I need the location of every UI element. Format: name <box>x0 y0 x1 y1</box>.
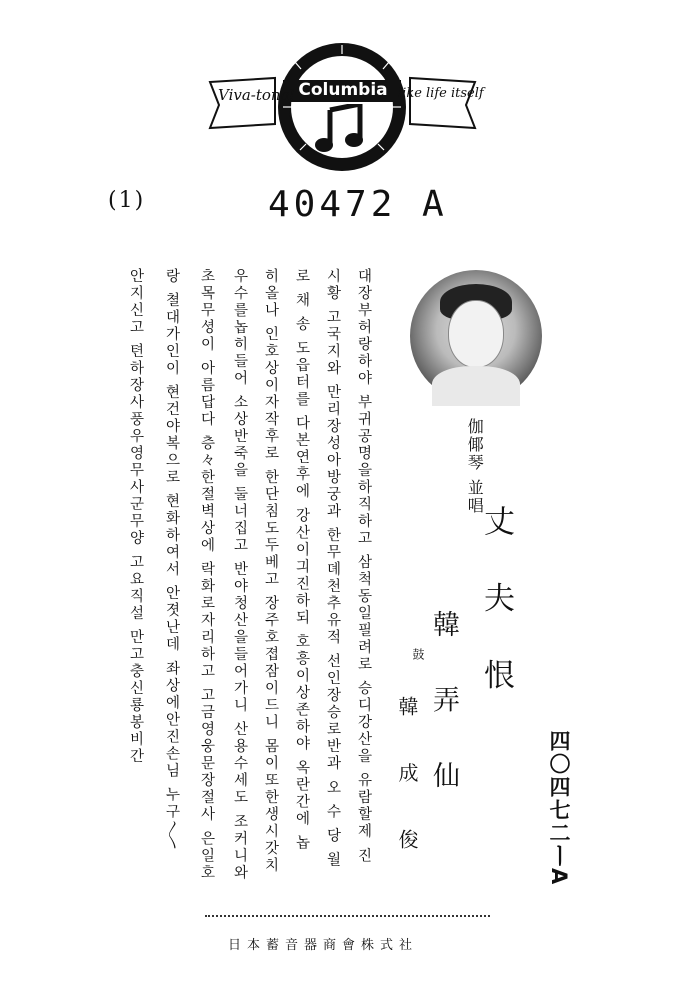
lyric-line-5: 우수를놉히들어 소상반죽을 둘너집고 반야청산을들어가니 산용수세도 조커니와 <box>231 268 248 882</box>
genre-label: 伽倻琴 並唱 <box>465 418 485 516</box>
lyric-line-4: 히올나 인호상이자작후로 한단침도두베고 장주호졉잠이드니 몸이또한생시갓치 <box>262 268 279 875</box>
song-title: 丈 夫 恨 <box>478 505 514 708</box>
music-note-icon <box>312 104 372 154</box>
lyric-line-2: 시황 고국지와 만리장성아방궁과 한무뎨천추유적 선인장승로반과 오 수 당 월 <box>324 268 341 869</box>
logo-right-banner: like life itself <box>398 86 484 101</box>
company-name: 日本蓄音器商會株式社 <box>228 938 419 953</box>
disc-number: (1) <box>108 188 146 213</box>
catalog-number: 40472 A <box>268 184 448 225</box>
lyric-line-1: 대장부허랑하야 부귀공명을하직하고 삼척동일필려로 승디강산을 유람할제 진 <box>355 268 372 865</box>
logo-brand: Columbia <box>298 80 388 100</box>
lyric-line-7: 랑 쳘대가인이 현건야복으로 현화하여서 안졋난데 좌상에안진손님 누구〳〵 <box>163 268 180 853</box>
logo-left-banner: Viva-tonal <box>218 86 295 104</box>
catalog-number-vertical: 四〇四七二ㅣA <box>547 730 571 887</box>
divider <box>205 915 490 917</box>
lyric-line-6: 초목무셩이 아름답다 층々한절벽상에 락화로자리하고 고금영웅문장절사 은일호 <box>198 268 215 882</box>
drum-label: 鼓 <box>411 648 425 660</box>
singer-name: 韓 弄 仙 <box>428 610 459 809</box>
lyric-line-3: 로 채 송 도읍터를 다본연후에 강산이긔진하되 호흥이상존하야 옥란간에 놉 <box>293 268 310 852</box>
drummer-name: 韓 成 俊 <box>395 696 419 869</box>
singer-portrait <box>410 270 542 402</box>
lyric-line-8: 안지신고 텬하장사풍우영무사군무양 고요직설 만고충신룡봉비간 <box>127 268 144 766</box>
